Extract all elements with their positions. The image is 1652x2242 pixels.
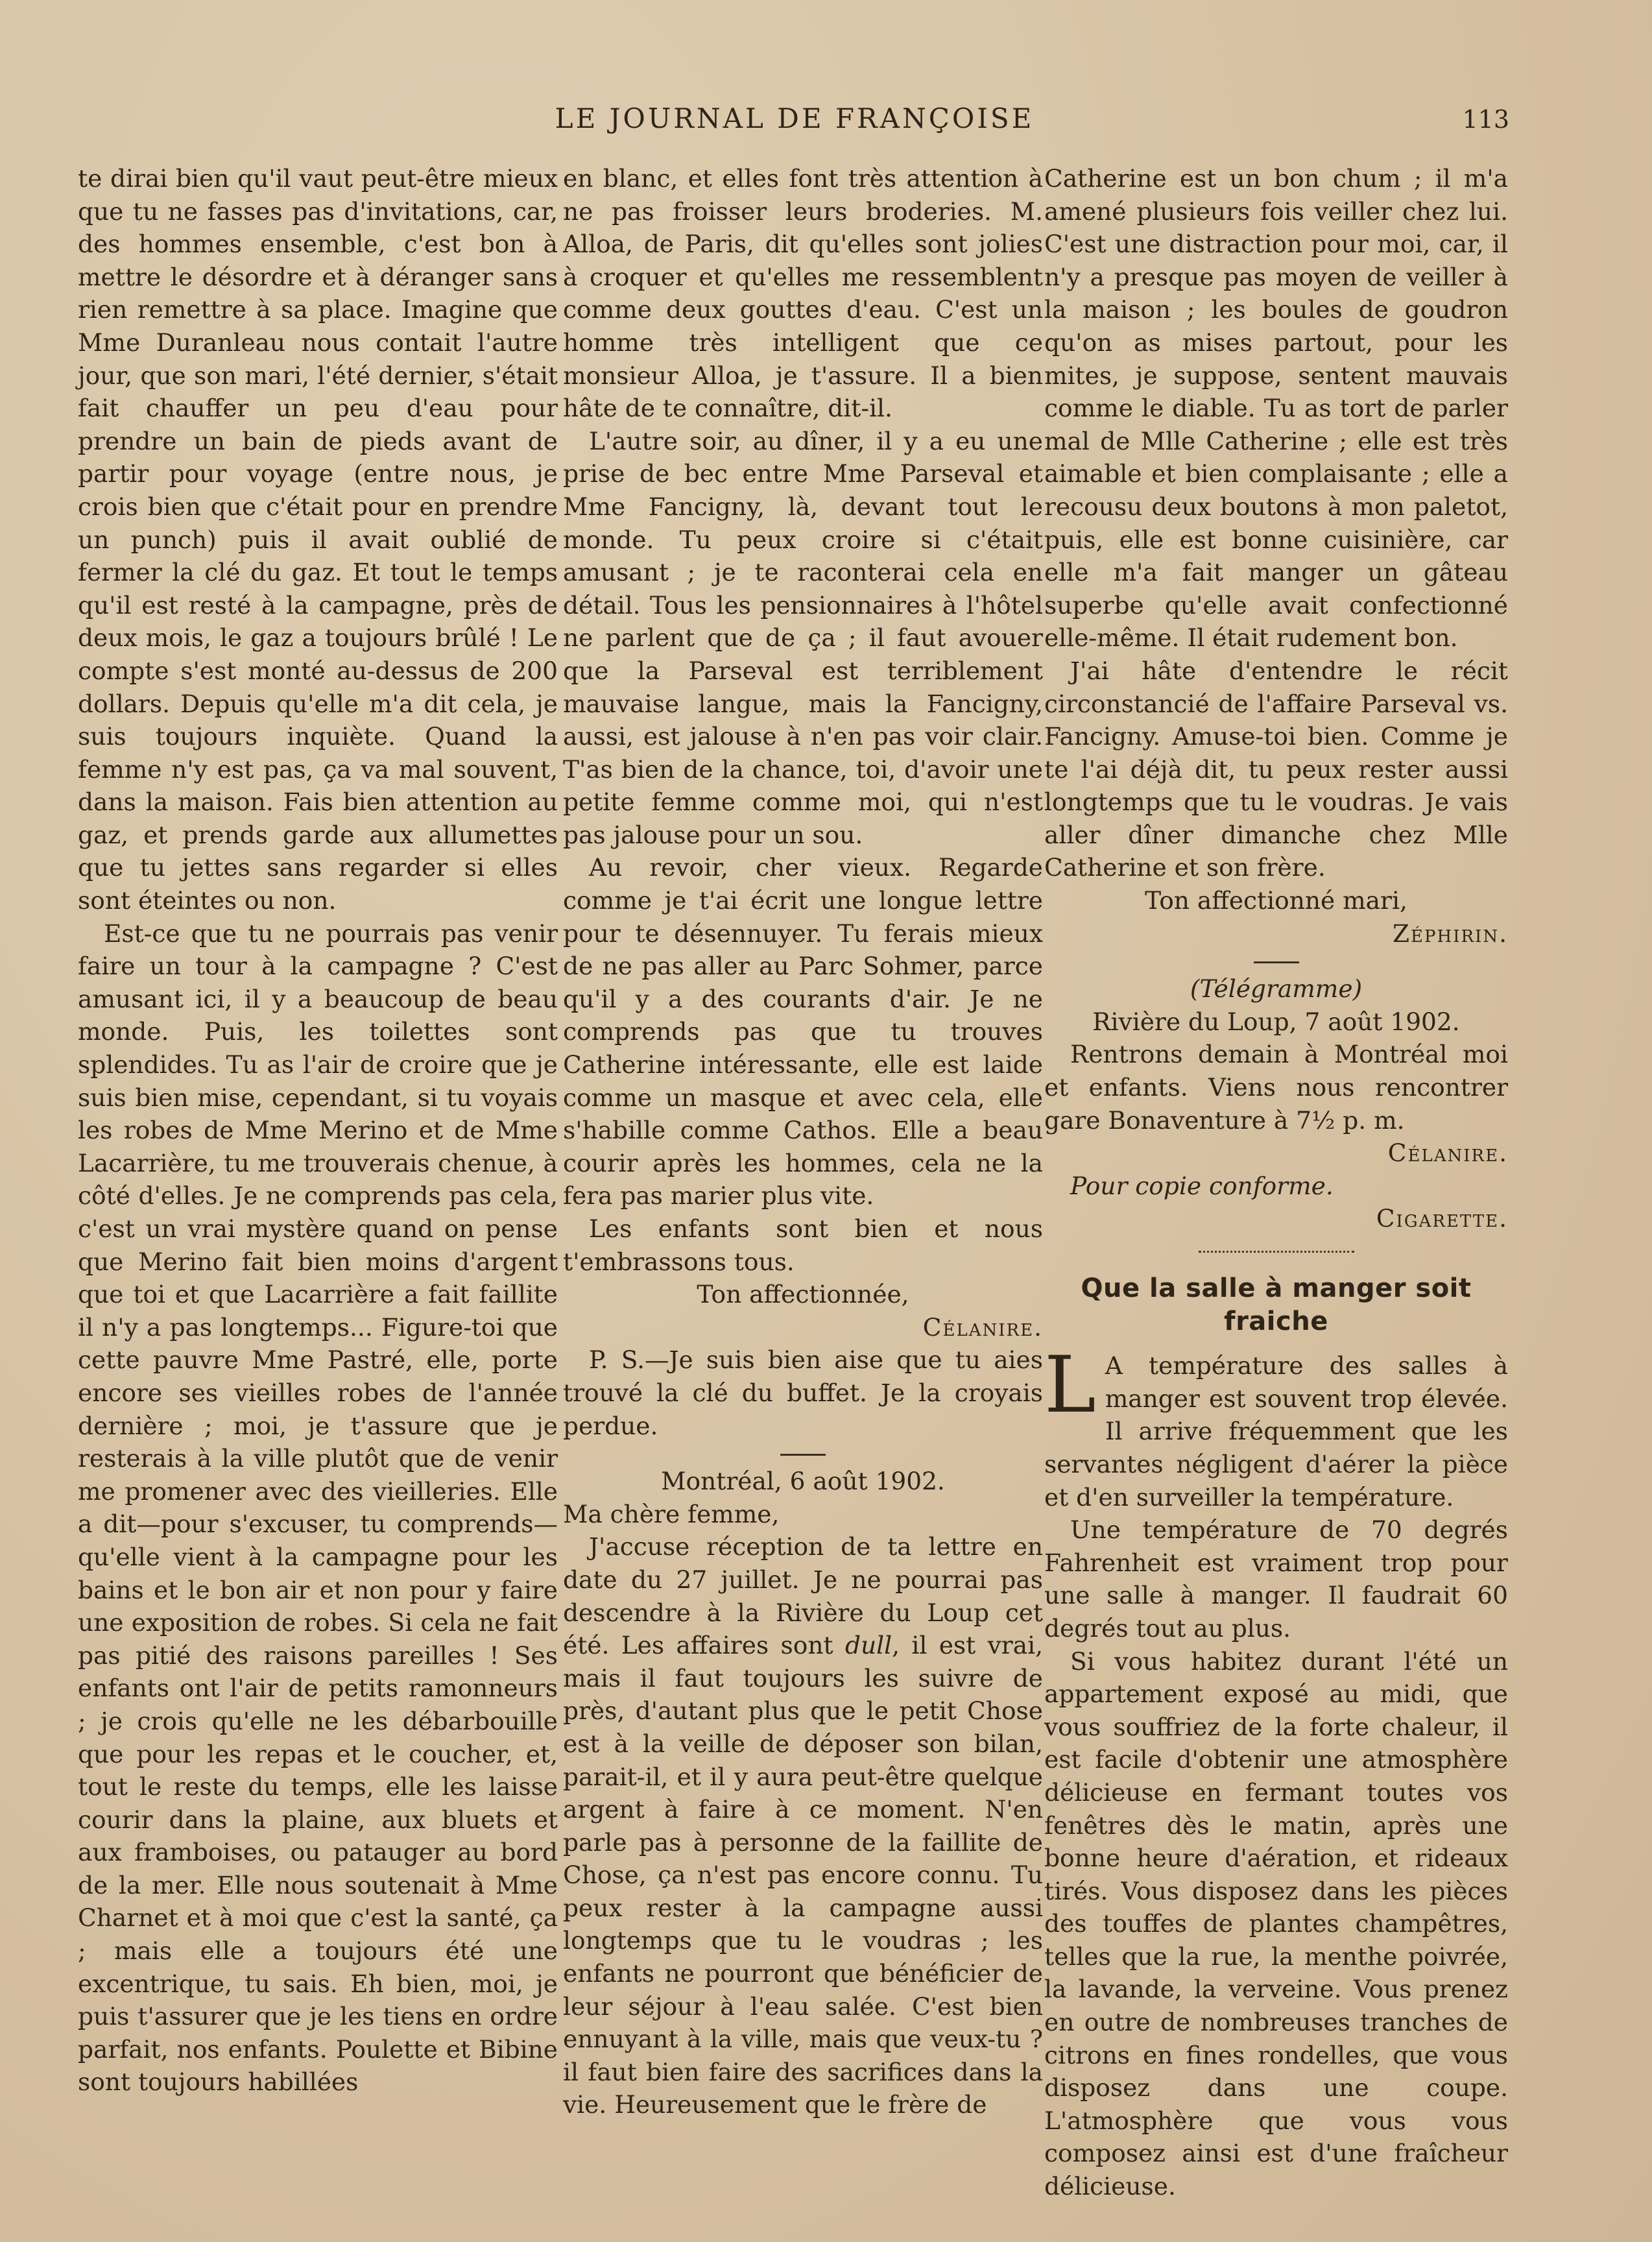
page-header xyxy=(0,102,1652,148)
paragraph: Une température de 70 degrés Fahrenheit est vraiment trop pour une salle à manger. Il faudrait 60 degrés tout au plus. xyxy=(1044,1515,1508,1643)
paragraph: te dirai bien qu'il vaut peut-être mieux que tu ne fasses pas d'invitations, car, des hommes ensemble, c'est bon à mettre le désordre et à déranger sans rien remettre à sa place. Imagine que Mme Duranleau nous contait l'autre jour, que son mari, l'été dernier, s'était fait chauffer un peu d'eau pour prendre un bain de pieds avant de partir pour voyage (entre nous, je crois bien que c'était pour en prendre un punch) puis il avait oublié de fermer la clé du gaz. Et tout le temps qu'il est resté à la campagne, près de deux mois, le gaz a toujours brûlé ! Le compte s'est monté au-dessus de 200 dollars. Depuis qu'elle m'a dit cela, je suis toujours inquiète. Quand la femme n'y est pas, ça va mal souvent, dans la maison. Fais bien attention au gaz, et prends garde aux allumettes que tu jettes sans regarder si elles sont éteintes ou non. xyxy=(78,164,558,915)
text-run: , il est vrai, mais il faut toujours les suivre de près, d'autant plus que le petit Chose est à la veille de déposer son bilan, parait-il, et il y aura peut-être quelque argent à faire à ce moment. N'en parle pas à personne de la faillite de Chose, ça n'est pas encore connu. Tu peux rester à la campagne aussi longtemps que tu le voudras ; les enfants ne pourront que bénéficier de leur séjour à l'eau salée. C'est bien ennuyant à la ville, mais que veux-tu ? il faut bien faire des sacrifices dans la vie. Heureusement que le frère de xyxy=(563,1631,1043,2119)
column-1 xyxy=(78,162,558,2134)
paragraph: en blanc, et elles font très attention à ne pas froisser leurs broderies. M. Alloa, de Paris, dit qu'elles sont jolies à croquer et qu'elles me ressemblent comme deux gouttes d'eau. C'est un homme très intelligent que ce monsieur Alloa, je t'assure. Il a bien hâte de te connaître, dit-il. xyxy=(563,164,1043,423)
letter-closing: Ton affectionné mari, xyxy=(1145,886,1407,915)
italic-word: dull xyxy=(844,1631,892,1660)
postscript: P. S.—Je suis bien aise que tu aies trouvé la clé du buffet. Je la croyais perdue. xyxy=(563,1345,1043,1440)
drop-cap: L xyxy=(1044,1340,1096,1431)
paragraph: Catherine est un bon chum ; il m'a amené plusieurs fois veiller chez lui. C'est une distraction pour moi, car, il n'y a presque pas moyen de veiller à la maison ; les boules de goudron qu'on as mises partout, pour les mites, je suppose, sentent mauvais comme le diable. Tu as tort de parler mal de Mlle Catherine ; elle est très aimable et bien complaisante ; elle a recousu deux boutons à mon paletot, puis, elle est bonne cuisinière, car elle m'a fait manger un gâteau superbe qu'elle avait confectionné elle-même. Il était rudement bon. xyxy=(1044,164,1508,653)
telegram-dateline: Rivière du Loup, 7 août 1902. xyxy=(1092,1007,1460,1036)
divider-rule xyxy=(780,1454,826,1456)
telegram-text: Rentrons demain à Montréal moi et enfants. Viens nous rencontrer gare Bonaventure à 7½ p. m. xyxy=(1044,1040,1508,1135)
paragraph: Si vous habitez durant l'été un appartement exposé au midi, que vous souffriez de la forte chaleur, il est facile d'obtenir une atmosphère délicieuse en fermant toutes vos fenêtres dès le matin, après une bonne heure d'aération, et rideaux tirés. Vous disposez dans les pièces des touffes de plantes champêtres, telles que la rue, la menthe poivrée, la lavande, la verveine. Vous prenez en outre de nombreuses tranches de citrons en fines rondelles, que vous disposez dans une coupe. L'atmosphère que vous vous composez ainsi est d'une fraîcheur délicieuse. xyxy=(1044,1646,1508,2201)
text-run: A température des salles à manger est souvent trop élevée. Il arrive fréquemment que les servantes négligent d'aérer la pièce et d'en surveiller la température. xyxy=(1044,1351,1508,1512)
ornamental-divider xyxy=(1199,1244,1354,1253)
section-title: Que la salle à manger soit fraiche xyxy=(1081,1273,1472,1336)
letter-closing: Ton affectionnée, xyxy=(697,1280,909,1309)
copy-signature: Cigarette. xyxy=(1376,1204,1508,1233)
letter-dateline: Montréal, 6 août 1902. xyxy=(661,1467,945,1496)
paragraph: Les enfants sont bien et nous t'embrassons tous. xyxy=(563,1214,1043,1276)
journal-title: LE JOURNAL DE FRANÇOISE xyxy=(555,102,1035,134)
copy-note xyxy=(1044,1170,1508,1203)
page-number: 113 xyxy=(1462,105,1509,134)
letter-signature: Célanire. xyxy=(922,1312,1043,1342)
paragraph: J'ai hâte d'entendre le récit circonstancié de l'affaire Parseval vs. Fancigny. Amuse-toi bien. Comme je te l'ai déjà dit, tu peux rester aussi longtemps que tu le voudras. Je vais aller dîner dimanche chez Mlle Catherine et son frère. xyxy=(1044,656,1508,882)
paragraph xyxy=(563,1530,1043,2121)
column-3 xyxy=(1044,162,1508,2201)
paragraph: Est-ce que tu ne pourrais pas venir faire un tour à la campagne ? C'est amusant ici, il y a beaucoup de beau monde. Puis, les toilettes sont splendides. Tu as l'air de croire que je suis bien mise, cependant, si tu voyais les robes de Mme Merino et de Mme Lacarrière, tu me trouverais chenue, à côté d'elles. Je ne comprends pas cela, c'est un vrai mystère quand on pense que Merino fait bien moins d'argent que toi et que Lacarrière a fait faillite il n'y a pas longtemps... Figure-toi que cette pauvre Mme Pastré, elle, porte encore ses vieilles robes de l'année dernière ; moi, je t'assure que je resterais à la ville plutôt que de venir me promener avec des vieilleries. Elle a dit—pour s'excuser, tu comprends—qu'elle vient à la campagne pour les bains et le bon air et non pour y faire une exposition de robes. Si cela ne fait pas pitié des raisons pareilles ! Ses enfants ont l'air de petits ramonneurs ; je crois qu'elle ne les débarbouille que pour les repas et le coucher, et, tout le reste du temps, elle les laisse courir dans la plaine, aux bluets et aux framboises, ou patauger au bord de la mer. Elle nous soutenait à Mme Charnet et à moi que c'est la santé, ça ; mais elle a toujours été une excentrique, tu sais. Eh bien, moi, je puis t'assurer que je les tiens en ordre parfait, nos enfants. Poulette et Bibine sont toujours habillées xyxy=(78,919,558,2097)
telegram-label-text: (Télégramme) xyxy=(1190,974,1363,1004)
telegram-label xyxy=(1044,972,1508,1006)
telegram-signature: Célanire. xyxy=(1387,1139,1508,1168)
letter-salutation: Ma chère femme, xyxy=(563,1499,780,1528)
text-run: J'accuse réception de ta lettre en date du 27 juillet. Je ne pourrai pas descendre à la Rivière du Loup cet été. Les affaires sont xyxy=(563,1532,1043,1660)
paragraph: Au revoir, cher vieux. Regarde comme je t'ai écrit une longue lettre pour te désennuyer. Tu ferais mieux de ne pas aller au Parc Sohmer, parce qu'il y a des courants d'air. Je ne comprends pas que tu trouves Catherine intéressante, elle est laide comme un masque et avec cela, elle s'habille comme Cathos. Elle a beau courir après les hommes, cela ne la fera pas marier plus vite. xyxy=(563,853,1043,1211)
copy-note-text: Pour copie conforme. xyxy=(1070,1171,1334,1200)
divider-rule xyxy=(1254,961,1299,963)
column-2 xyxy=(563,162,1043,2134)
paragraph xyxy=(1044,1340,1508,1513)
letter-signature: Zéphirin. xyxy=(1393,919,1508,948)
paragraph: L'autre soir, au dîner, il y a eu une prise de bec entre Mme Parseval et Mme Fancigny, là, devant tout le monde. Tu peux croire si c'était amusant ; je te raconterai cela en détail. Tous les pensionnaires à l'hôtel ne parlent que de ça ; il faut avouer que la Parseval est terriblement mauvaise langue, mais la Fancigny, aussi, est jalouse à n'en pas voir clair. T'as bien de la chance, toi, d'avoir une petite femme comme moi, qui n'est pas jalouse pour un sou. xyxy=(563,426,1043,849)
